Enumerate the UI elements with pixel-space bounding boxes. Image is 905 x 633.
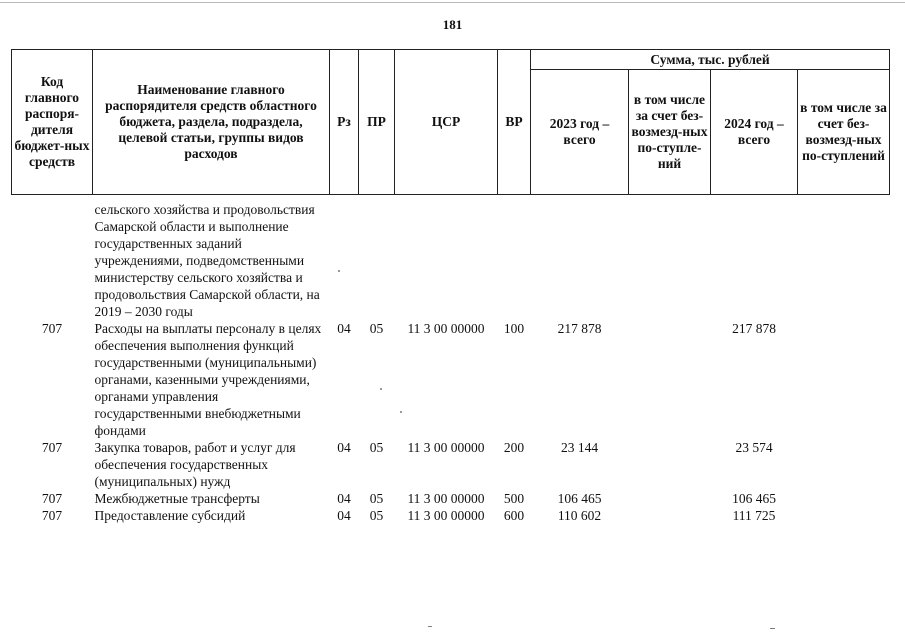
row-rz: 04 [337,321,351,336]
row-2023-free [629,490,711,507]
row-2024-free [798,439,890,490]
table-header [12,50,890,195]
row-pr: 05 [369,440,384,455]
table-row [12,320,890,439]
table-row [12,490,890,507]
row-2023-total: 110 602 [557,508,602,523]
row-2023-free [629,439,711,490]
scan-speck [400,411,402,413]
table-row [12,439,890,490]
row-name: Закупка товаров, работ и услуг для обеспечения государственных (муниципальных) нужд [94,440,296,489]
row-name: сельского хозяйства и продовольствия Самарской области и выполнение государственных заданий учреждениями, подведомственными министерству сельского хозяйства и продовольствия Самарской области, на 2019 – 2030 годы [94,202,320,319]
table-row-continuation [12,201,890,320]
row-pr: 05 [369,321,384,336]
row-pr: 05 [369,491,384,506]
page-number: 181 [442,17,463,32]
row-code: 707 [41,440,63,455]
row-2023-total: 23 144 [560,440,599,455]
budget-table [11,49,890,524]
row-name: Предоставление субсидий [94,508,246,523]
row-csr: 11 3 00 00000 [407,321,485,336]
header-vr: ВР [498,50,531,195]
scan-top-edge [0,2,905,3]
row-code: 707 [41,508,63,523]
row-name: Расходы на выплаты персоналу в целях обеспечения выполнения функций государственными (муниципальными) органами, казенными учреждениями, органами управления государственными внебюджетными фондами [94,321,322,438]
row-vr: 500 [503,491,525,506]
row-2024-total: 111 725 [732,508,776,523]
header-code: Код главного распоря-дителя бюджет-ных средств [12,50,93,195]
row-rz: 04 [337,440,351,455]
table-row [12,507,890,524]
row-code: 707 [41,491,63,506]
scan-speck [380,388,382,390]
row-2024-total: 23 574 [735,440,773,455]
row-csr: 11 3 00 00000 [407,491,485,506]
header-rz: Рз [330,50,359,195]
header-2023-free: в том числе за счет без-возмезд-ных по-ступле-ний [629,70,711,195]
scan-speck [338,270,340,272]
row-2024-free [798,320,890,439]
row-vr: 200 [503,440,525,455]
scan-speck [770,628,775,629]
row-2024-total: 106 465 [732,491,776,506]
row-2024-free [798,490,890,507]
row-2023-free [629,507,711,524]
table-body [12,195,890,525]
row-name: Межбюджетные трансферты [94,491,260,506]
row-2024-free [798,507,890,524]
row-2023-free [629,320,711,439]
row-2024-total: 217 878 [732,321,776,336]
scan-speck [428,626,432,627]
row-2023-total: 106 465 [557,491,602,506]
row-rz: 04 [337,491,351,506]
header-2024-total: 2024 год – всего [711,70,798,195]
row-vr: 100 [503,321,525,336]
header-name: Наименование главного распорядителя средств областного бюджета, раздела, подраздела, целевой статьи, группы видов расходов [93,50,330,195]
row-csr: 11 3 00 00000 [407,440,485,455]
row-pr: 05 [369,508,384,523]
row-2023-total: 217 878 [557,321,602,336]
row-code: 707 [41,321,63,336]
header-pr: ПР [359,50,395,195]
header-2024-free: в том числе за счет без-возмезд-ных по-ступлений [798,70,890,195]
row-rz: 04 [337,508,351,523]
row-csr: 11 3 00 00000 [407,508,485,523]
header-sum: Сумма, тыс. рублей [531,50,890,70]
row-vr: 600 [503,508,525,523]
header-csr: ЦСР [395,50,498,195]
header-2023-total: 2023 год – всего [531,70,629,195]
